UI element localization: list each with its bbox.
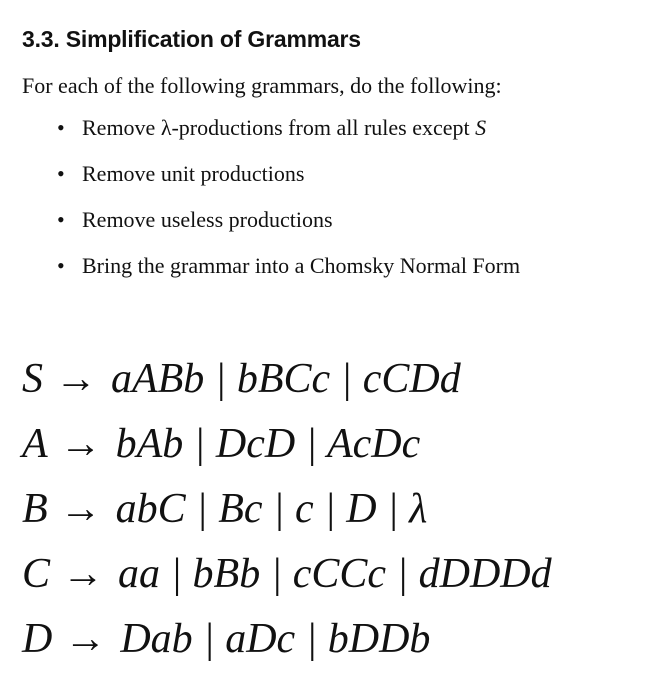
task-text: Bring the grammar into a Chomsky Normal Form (82, 253, 521, 278)
rule-lhs: B (22, 486, 48, 532)
bullet-icon: • (57, 115, 65, 140)
arrow-icon: → (62, 551, 105, 597)
arrow-icon: → (59, 421, 102, 467)
grammar-rule (22, 608, 552, 673)
rule-rhs: bAb | DcD | AcDc (115, 421, 421, 467)
task-math-variable: S (475, 115, 487, 140)
arrow-icon: → (55, 356, 97, 402)
task-text: Remove unit productions (82, 161, 305, 186)
task-text (82, 113, 486, 143)
rule-rhs: abC | Bc | c | D | λ (115, 486, 428, 532)
grammar-rule (22, 348, 552, 413)
rule-lhs: A (22, 421, 48, 467)
bullet-icon: • (57, 161, 65, 186)
rule-lhs: S (22, 356, 43, 402)
rule-rhs: aABb | bBCc | cCDd (111, 356, 461, 402)
rule-rhs: Dab | aDc | bDDb (120, 616, 431, 662)
bullet-icon: • (57, 253, 65, 278)
bullet-icon: • (57, 207, 65, 232)
rule-rhs: aa | bBb | cCCc | dDDDd (118, 551, 552, 597)
section-title: 3.3. Simplification of Grammars (22, 26, 361, 52)
grammar-rules (22, 348, 552, 673)
grammar-rule (22, 413, 552, 478)
grammar-rule (22, 478, 552, 543)
intro-text: For each of the following grammars, do the following: (22, 73, 502, 98)
arrow-icon: → (64, 616, 107, 662)
arrow-icon: → (59, 486, 102, 532)
grammar-rule (22, 543, 552, 608)
task-text-body: Remove λ-productions from all rules except (82, 115, 476, 140)
task-text: Remove useless productions (82, 207, 333, 232)
rule-lhs: C (22, 551, 51, 597)
rule-lhs: D (22, 616, 53, 662)
